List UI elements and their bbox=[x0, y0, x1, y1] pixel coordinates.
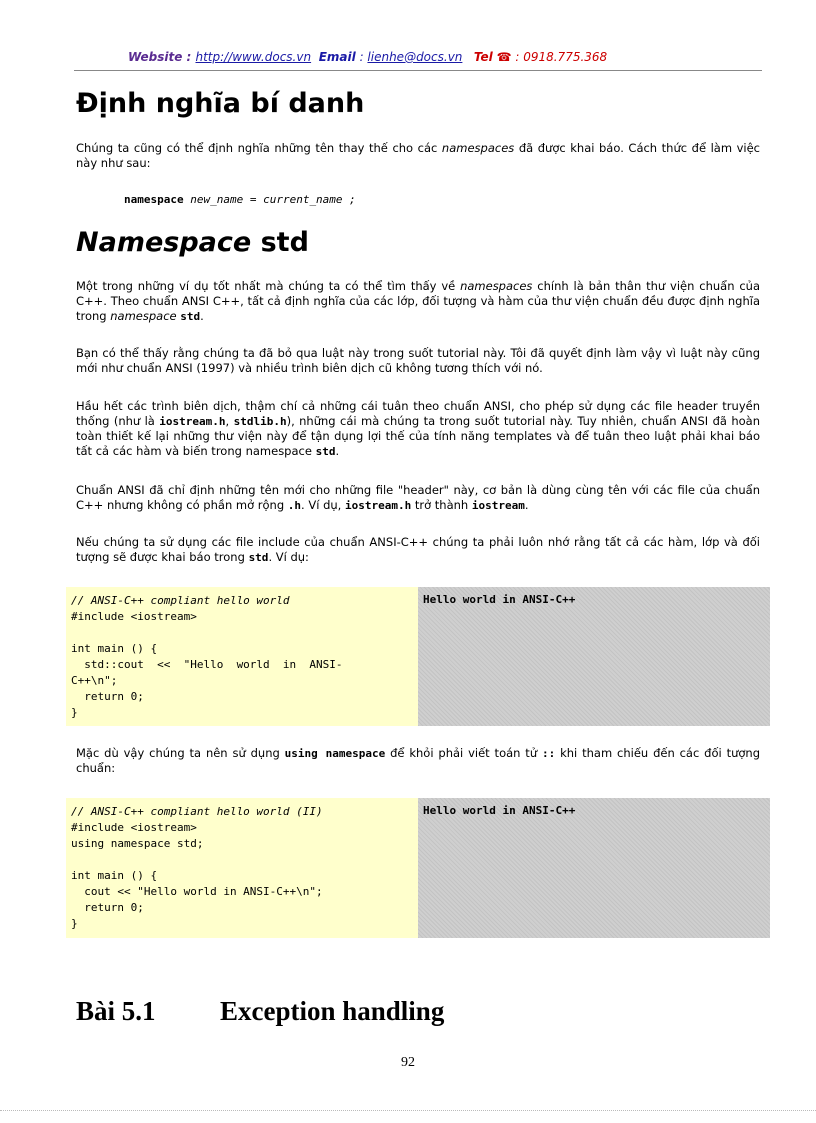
website-link[interactable]: http://www.docs.vn bbox=[195, 50, 312, 64]
paragraph-std-2: Bạn có thể thấy rằng chúng ta đã bỏ qua luật này trong suốt tutorial này. Tôi đã quyết định làm vậy vì luật này cũng mới như chuẩn ANSI (1997) và nhiều trình biên dịch cũ không tương thích với nó. bbox=[76, 346, 760, 375]
phone-icon: ☎ bbox=[496, 50, 512, 64]
section-title-alias: Định nghĩa bí danh bbox=[76, 88, 365, 119]
code-example-2 bbox=[66, 798, 770, 938]
code-output-1: Hello world in ANSI-C++ bbox=[418, 587, 770, 726]
code-source-2: // ANSI-C++ compliant hello world (II) #include <iostream> using namespace std; int main () { cout << "Hello world in ANSI-C++\n"; return 0; } bbox=[66, 798, 418, 938]
section-title-namespace-std: Namespace std bbox=[76, 227, 309, 258]
namespace-alias-syntax: namespace new_name = current_name ; bbox=[124, 193, 356, 206]
chapter-title: Exception handling bbox=[220, 996, 445, 1026]
chapter-heading bbox=[76, 996, 445, 1027]
code-example-1 bbox=[66, 587, 770, 726]
paragraph-alias-intro: Chúng ta cũng có thể định nghĩa những tên thay thế cho các namespaces đã được khai báo. Cách thức để làm việc này như sau: bbox=[76, 141, 760, 170]
code-output-2: Hello world in ANSI-C++ bbox=[418, 798, 770, 938]
email-separator: : bbox=[355, 50, 368, 64]
header-divider bbox=[74, 70, 762, 71]
code-source-1: // ANSI-C++ compliant hello world #include <iostream> int main () { std::cout << "Hello world in ANSI- C++\n"; return 0; } bbox=[66, 587, 418, 726]
page-header bbox=[128, 50, 607, 64]
paragraph-std-5: Nếu chúng ta sử dụng các file include của chuẩn ANSI-C++ chúng ta phải luôn nhớ rằng tất cả các hàm, lớp và đối tượng sẽ được khai báo trong std. Ví dụ: bbox=[76, 535, 760, 564]
paragraph-std-1: Một trong những ví dụ tốt nhất mà chúng ta có thể tìm thấy về namespaces chính là bản thân thư viện chuẩn của C++. Theo chuẩn ANSI C++, tất cả định nghĩa của các lớp, đối tượng và hàm của thư viện chuẩn đều được định nghĩa trong namespace std. bbox=[76, 279, 760, 323]
page-bottom-divider bbox=[0, 1110, 816, 1111]
tel-number: : 0918.775.368 bbox=[511, 50, 608, 64]
page-number: 92 bbox=[401, 1055, 415, 1070]
website-label: Website : bbox=[128, 50, 196, 64]
paragraph-using-namespace: Mặc dù vậy chúng ta nên sử dụng using namespace để khỏi phải viết toán tử :: khi tham chiếu đến các đối tượng chuẩn: bbox=[76, 746, 760, 775]
email-label: Email bbox=[318, 50, 356, 64]
tel-label: Tel bbox=[473, 50, 493, 64]
paragraph-std-4: Chuẩn ANSI đã chỉ định những tên mới cho những file "header" này, cơ bản là dùng cùng tên với các file của chuẩn C++ nhưng không có phần mở rộng .h. Ví dụ, iostream.h trở thành iostream. bbox=[76, 483, 760, 512]
paragraph-std-3: Hầu hết các trình biên dịch, thậm chí cả những cái tuân theo chuẩn ANSI, cho phép sử dụng các file header truyền thống (như là iostream.h, stdlib.h), những cái mà chúng ta trong suốt tutorial này. Tuy nhiên, chuẩn ANSI đã hoàn toàn thiết kế lại những thư viện này để tận dụng lợi thế của tính năng templates và để tuân theo luật phải khai báo tất cả các hàm và biến trong namespace std. bbox=[76, 399, 760, 458]
email-link[interactable]: lienhe@docs.vn bbox=[367, 50, 463, 64]
chapter-number: Bài 5.1 bbox=[76, 996, 156, 1026]
